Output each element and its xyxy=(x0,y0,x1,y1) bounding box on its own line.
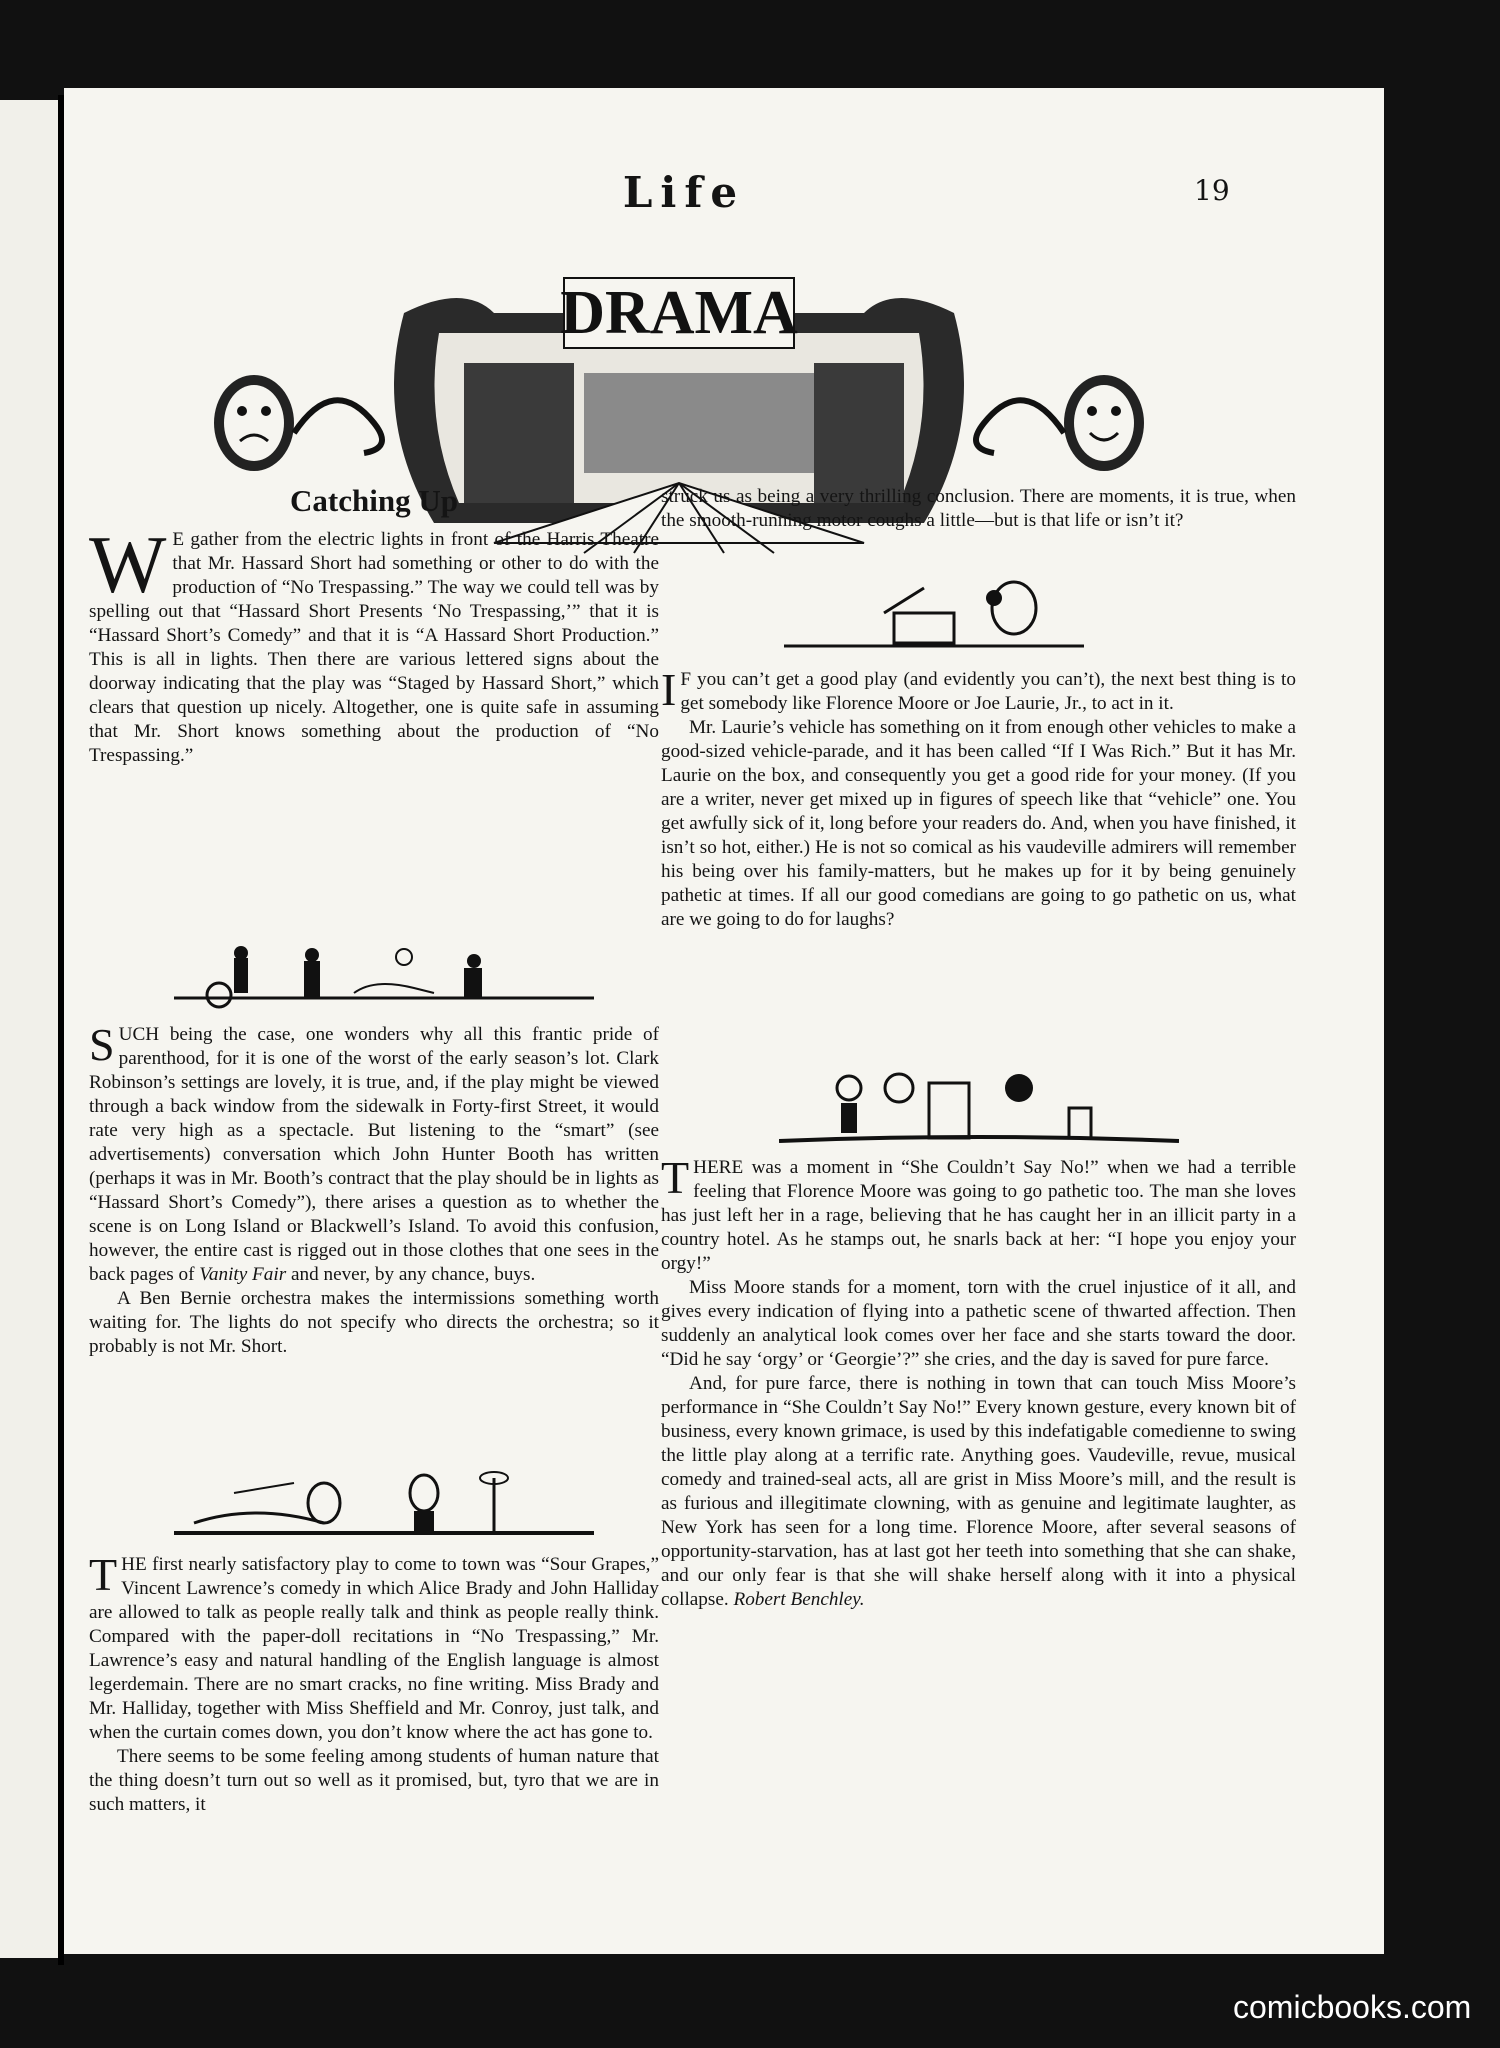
paragraph: Mr. Laurie’s vehicle has something on it from enough other vehicles to make a good-sized vehicle-parade, and it has been called “If I Was Rich.” But it has Mr. Laurie on the box, and consequently you get a good ride for your money. (If you are a writer, never get mixed up in figures of speech like that “vehicle” one. You get awfully sick of it, long before your readers do. And, when you have finished, it isn’t so hot, either.) He is not so comical as his vaudeville admirers will remember his being over his family-matters, but he makes up for it by being genuinely pathetic at times. If all our good comedians are going to go pathetic on us, what are we going to do for laughs? xyxy=(661,717,1296,930)
cartoon-strip-3 xyxy=(784,568,1144,658)
paragraph xyxy=(89,1549,659,1745)
article-column-1-b xyxy=(89,1019,659,1359)
paragraph xyxy=(89,519,659,768)
author-signature: Robert Benchley. xyxy=(733,1589,865,1610)
paragraph: struck us as being a very thrilling conclusion. There are moments, it is true, when the smooth-running motor coughs a little—but is that life or isn’t it? xyxy=(661,486,1296,531)
facing-page-edge xyxy=(0,100,58,1958)
paragraph-text: HERE was a moment in “She Couldn’t Say No!” when we had a terrible feeling that Florence Moore was going to go pathetic too. The man she loves has just left her in a rage, believing that he has caught her in an illicit party in a country hotel. As he stamps out, he snarls back at her: “I hope you enjoy your orgy!” xyxy=(661,1157,1296,1274)
paragraph xyxy=(661,664,1296,716)
site-watermark: comicbooks.com xyxy=(1225,1985,1479,2030)
drop-cap: I xyxy=(661,664,677,715)
article-headline: Catching Up xyxy=(290,483,458,518)
paragraph xyxy=(661,1372,1296,1612)
drop-cap: T xyxy=(89,1549,118,1600)
article-column-2 xyxy=(661,485,1296,533)
paragraph xyxy=(89,1019,659,1287)
paragraph-italic: Vanity Fair xyxy=(199,1264,287,1285)
paragraph-text: E gather from the electric lights in front of the Harris Theatre that Mr. Hassard Short had something or other to do with the production of “No Trespassing.” The way we could tell was by spelling out that “Hassard Short Presents ‘No Trespassing,’” that it is “Hassard Short’s Comedy” and that it is “A Hassard Short Production.” This is all in lights. Then there are various lettered signs about the doorway indicating that the play was “Staged by Hassard Short,” which clears that question up nicely. Altogether, one is quite safe in assuming that Mr. Short knows something about the production of “No Trespassing.” xyxy=(89,529,659,766)
paragraph-text: and never, by any chance, buys. xyxy=(286,1264,536,1285)
tragedy-mask-icon xyxy=(214,375,382,471)
masthead-title: Life xyxy=(622,168,746,217)
cartoon-strip-4 xyxy=(779,1063,1179,1153)
paragraph xyxy=(661,1152,1296,1276)
page-number: 19 xyxy=(1194,174,1230,207)
article-column-1-c xyxy=(89,1549,659,1817)
banner-title: DRAMA xyxy=(560,279,798,347)
article-column-2-c xyxy=(661,1152,1296,1612)
paragraph: Miss Moore stands for a moment, torn with the cruel injustice of it all, and gives every indication of flying into a pathetic scene of thwarted affection. Then suddenly an analytical look comes over her face and she starts toward the door. “Did he say ‘orgy’ or ‘Georgie’?” she cries, and the day is saved for pure farce. xyxy=(661,1277,1296,1370)
article-column-1 xyxy=(89,519,659,768)
drop-cap: W xyxy=(89,519,167,610)
cartoon-strip-1 xyxy=(174,943,594,1013)
cartoon-strip-2 xyxy=(174,1463,594,1543)
drop-cap: T xyxy=(661,1152,690,1203)
paragraph-text: HE first nearly satisfactory play to come to town was “Sour Grapes,” Vincent Lawrence’s comedy in which Alice Brady and John Halliday are allowed to talk as people really talk and think as people really think. Compared with the paper-doll recitations in “No Trespassing,” Mr. Lawrence’s easy and natural handling of the English language is almost legerdemain. There are no smart cracks, no fine writing. Miss Brady and Mr. Halliday, together with Miss Sheffield and Mr. Conroy, just talk, and when the curtain comes down, you don’t know where the act has gone to. xyxy=(89,1554,659,1743)
paragraph: There seems to be some feeling among students of human nature that the thing doesn’t turn out so well as it promised, but, tyro that we are in such matters, it xyxy=(89,1746,659,1815)
paragraph-text: UCH being the case, one wonders why all this frantic pride of parenthood, for it is one of the worst of the early season’s lot. Clark Robinson’s settings are lovely, it is true, and, if the play might be viewed through a back window from the sidewalk in Forty-first Street, it would rate very high as a spectacle. But listening to the “smart” (see advertisements) conversation which John Hunter Booth has written (perhaps it was in Mr. Booth’s contract that the play should be in lights as “Hassard Short’s Comedy”), there arises a question as to whether the scene is on Long Island or Blackwell’s Island. To avoid this confusion, however, the entire cast is rigged out in those clothes that one sees in the back pages of xyxy=(89,1024,659,1285)
paragraph-text: F you can’t get a good play (and evidently you can’t), the next best thing is to get somebody like Florence Moore or Joe Laurie, Jr., to act in it. xyxy=(680,669,1296,714)
article-column-2-b xyxy=(661,664,1296,932)
magazine-page xyxy=(64,88,1384,1954)
paragraph: A Ben Bernie orchestra makes the intermissions something worth waiting for. The lights do not specify who directs the orchestra; so it probably is not Mr. Short. xyxy=(89,1288,659,1357)
comedy-mask-icon xyxy=(976,375,1144,471)
drop-cap: S xyxy=(89,1019,115,1070)
paragraph-text: And, for pure farce, there is nothing in town that can touch Miss Moore’s performance in “She Couldn’t Say No!” Every known gesture, every known bit of business, every known grimace, is used by this indefatigable comedienne to swing the little play along at a terrific rate. Anything goes. Vaudeville, revue, musical comedy and trained-seal acts, all are grist in Miss Moore’s mill, and the result is as furious and illegitimate clowning, with as genuine and legitimate laughter, as New York has seen for a long time. Florence Moore, after several seasons of opportunity-starvation, has at last got her teeth into something that she can shake, and our only fear is that she will shake herself along with it into a physical collapse. xyxy=(661,1373,1296,1610)
